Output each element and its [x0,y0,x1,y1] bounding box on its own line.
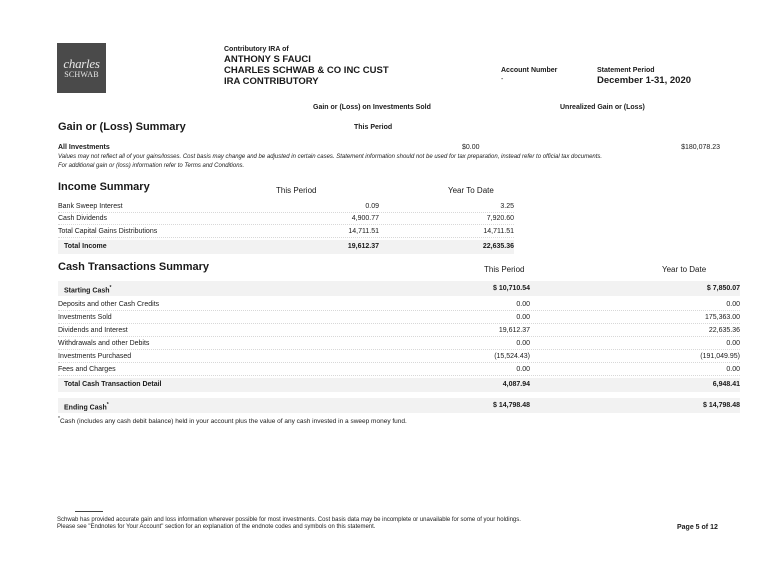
income-this-period-header: This Period [276,186,317,195]
income-row-this-period: 0.09 [365,203,379,210]
ending-cash-this-period: $ 14,798.48 [493,402,530,409]
footnote-marker: * [106,402,109,408]
income-ytd-header: Year To Date [448,186,494,195]
all-investments-this-period: $0.00 [462,144,480,151]
income-row-label: Total Capital Gains Distributions [58,228,158,235]
all-investments-unrealized: $180,078.23 [681,144,720,151]
statement-period-value: December 1-31, 2020 [597,75,692,86]
cash-row [58,312,740,324]
total-cash-transaction-ytd: 6,948.41 [712,381,740,388]
account-type-label: Contributory IRA of [224,46,289,53]
income-total-ytd: 22,635.36 [482,243,514,250]
cash-row-label: Deposits and other Cash Credits [58,301,160,308]
account-type-name: IRA CONTRIBUTORY [224,76,319,87]
income-row-label: Cash Dividends [58,215,108,222]
income-row [58,226,514,238]
starting-cash-ytd: $ 7,850.07 [706,285,740,292]
footer-disclaimer [57,517,521,531]
cash-footnote [58,416,407,425]
income-total-row [58,240,514,254]
cash-row [58,351,740,363]
cash-row [58,299,740,311]
logo-text-schwab: SCHWAB [64,69,99,79]
cash-row-ytd: (191,049.95) [700,353,740,360]
custodian-name: CHARLES SCHWAB & CO INC CUST [224,65,389,76]
cash-row-ytd: 0.00 [726,366,740,373]
unrealized-gain-loss-header: Unrealized Gain or (Loss) [560,104,645,111]
footer-divider [75,511,103,512]
cash-transactions-title: Cash Transactions Summary [58,261,210,273]
income-row [58,213,514,225]
cash-row-this-period: 0.00 [516,314,530,321]
ending-cash-text: Ending Cash [64,404,107,412]
cash-row [58,338,740,350]
cash-row-label: Investments Purchased [58,353,132,360]
income-row-this-period: 14,711.51 [348,228,379,235]
footnote-marker: * [109,285,112,291]
cash-row-this-period: 19,612.37 [498,327,530,334]
total-cash-transaction-label: Total Cash Transaction Detail [64,381,162,388]
account-holder-block [224,45,389,87]
cash-row-label: Withdrawals and other Debits [58,340,150,347]
cash-row-ytd: 22,635.36 [708,327,740,334]
gain-loss-this-period-header: This Period [354,124,393,131]
cash-row-this-period: 0.00 [516,340,530,347]
income-summary-title: Income Summary [58,181,150,193]
cash-row-ytd: 0.00 [726,340,740,347]
cash-row-ytd: 0.00 [726,301,740,308]
cash-row-this-period: (15,524.43) [494,353,530,360]
income-row-this-period: 4,900.77 [351,215,379,222]
income-row [58,201,514,213]
account-number-value: - [501,76,504,83]
disclaimer-line-1: Values may not reflect all of your gains/losses. Cost basis may change and be adjusted in certain cases. Statement information should not be used for tax preparation, instead refer to official tax documents. [58,154,603,160]
ending-cash-row [58,398,740,413]
cash-row-ytd: 175,363.00 [704,314,740,321]
total-cash-transaction-row [58,378,740,392]
starting-cash-this-period: $ 10,710.54 [493,285,530,292]
income-row-ytd: 14,711.51 [483,228,514,235]
starting-cash-label [64,281,111,298]
logo-text-charles: charles [63,55,100,71]
account-holder-name: ANTHONY S FAUCI [224,54,311,65]
cash-row-label: Investments Sold [58,314,112,321]
cash-row [58,364,740,376]
footnote-marker: * [58,416,60,422]
total-cash-transaction-this-period: 4,087.94 [502,381,530,388]
starting-cash-text: Starting Cash [64,287,110,295]
starting-cash-row [58,281,740,296]
footer-line-1: Schwab has provided accurate gain and loss information wherever possible for most investments. Cost basis data may be incomplete or unavailable for some of your holdings. [57,517,521,523]
gain-loss-disclaimer [58,153,738,170]
income-row-label: Bank Sweep Interest [58,203,123,210]
cash-ytd-header: Year to Date [662,265,707,274]
cash-footnote-text: Cash (includes any cash debit balance) held in your account plus the value of any cash invested in a sweep money fund. [59,418,407,426]
disclaimer-line-2: For additional gain or (loss) information refer to Terms and Conditions. [58,162,245,169]
cash-row [58,325,740,337]
income-row-ytd: 3.25 [500,203,514,210]
statement-period-label: Statement Period [597,67,655,74]
income-total-this-period: 19,612.37 [347,243,379,250]
cash-row-label: Dividends and Interest [58,327,128,334]
ending-cash-label [64,398,109,415]
gain-loss-summary-title: Gain or (Loss) Summary [58,121,186,133]
cash-this-period-header: This Period [484,265,525,274]
page-number: Page 5 of 12 [677,524,718,531]
ending-cash-ytd: $ 14,798.48 [703,402,740,409]
footer-line-2: Please see "Endnotes for Your Account" section for an explanation of the endnote codes and symbols on this statement. [57,524,376,530]
cash-row-this-period: 0.00 [516,366,530,373]
schwab-logo [57,43,106,93]
gain-loss-sold-header: Gain or (Loss) on Investments Sold [313,104,431,111]
income-row-ytd: 7,920.60 [486,215,514,222]
account-number-label: Account Number [501,67,558,74]
all-investments-label: All Investments [58,144,110,151]
income-total-label: Total Income [64,243,107,250]
cash-row-this-period: 0.00 [516,301,530,308]
cash-row-label: Fees and Charges [58,366,116,373]
